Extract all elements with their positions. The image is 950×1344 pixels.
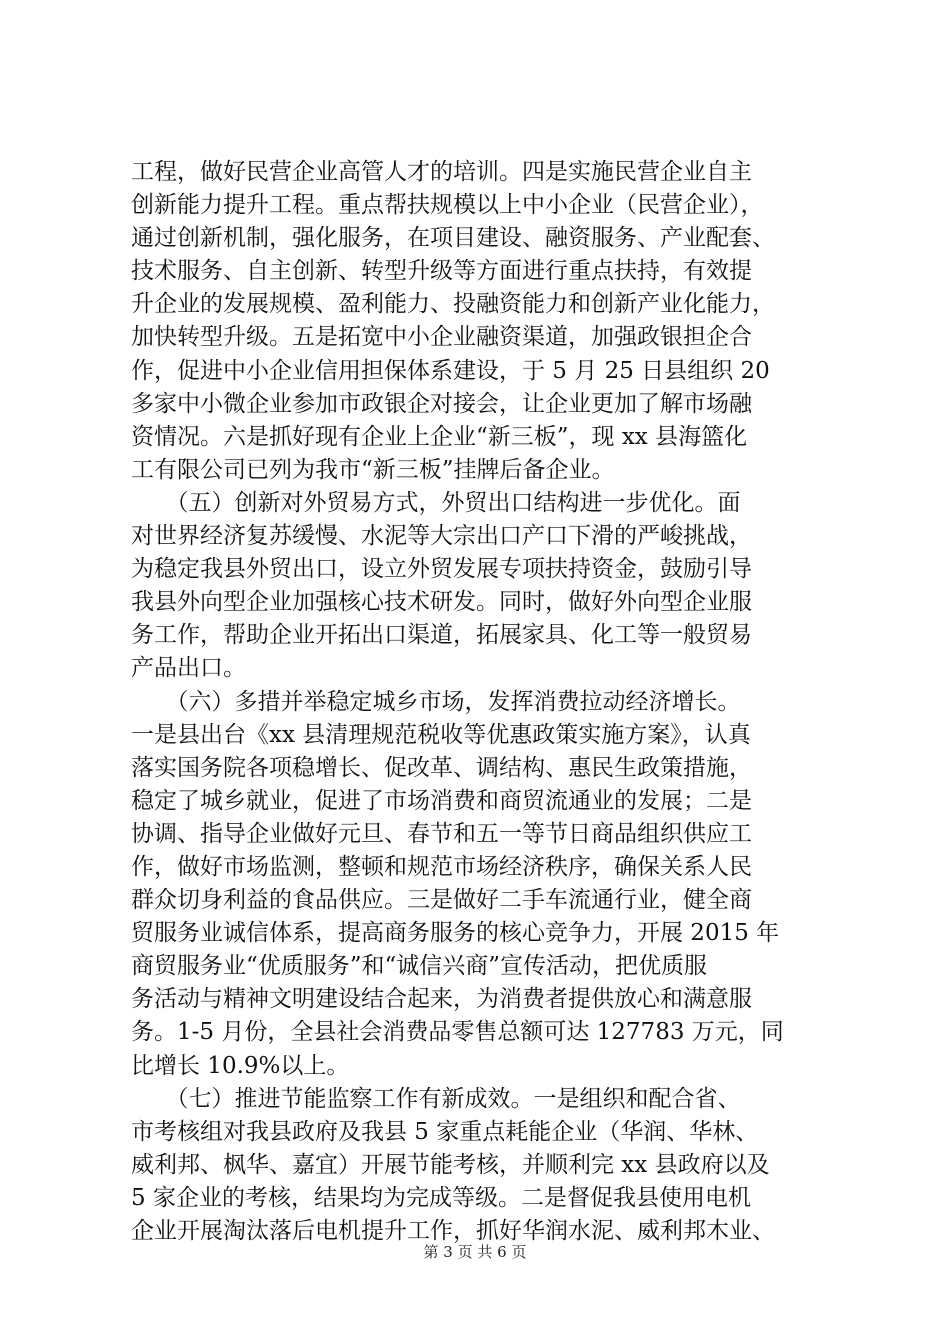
- section-heading-line: （五）创新对外贸易方式，外贸出口结构进一步优化。面: [131, 489, 741, 516]
- text-line: 作，促进中小企业信用担保体系建设，于 5 月 25 日县组织 20: [131, 357, 770, 384]
- text-line: 务。1-5 月份，全县社会消费品零售总额可达 127783 万元，同: [131, 1019, 784, 1046]
- text-line: 作，做好市场监测，整顿和规范市场经济秩序，确保关系人民: [131, 853, 752, 880]
- text-line: 威利邦、枫华、嘉宜）开展节能考核，并顺利完 xx 县政府以及: [131, 1151, 770, 1178]
- text-line: 比增长 10.9%以上。: [131, 1052, 350, 1079]
- document-body: [131, 156, 847, 1248]
- section-heading-line: （七）推进节能监察工作有新成效。一是组织和配合省、: [131, 1085, 741, 1112]
- text-line: 务工作，帮助企业开拓出口渠道，拓展家具、化工等一般贸易: [131, 622, 752, 649]
- text-line: 我县外向型企业加强核心技术研发。同时，做好外向型企业服: [131, 589, 752, 616]
- page-number-footer: 第 3 页 共 6 页: [423, 1243, 527, 1261]
- text-line: 为稳定我县外贸出口，设立外贸发展专项扶持资金，鼓励引导: [131, 556, 752, 583]
- text-line: 稳定了城乡就业，促进了市场消费和商贸流通业的发展；二是: [131, 787, 752, 814]
- section-heading-line: （六）多措并举稳定城乡市场，发挥消费拉动经济增长。: [131, 688, 741, 715]
- text-line: 商贸服务业“优质服务”和“诚信兴商”宣传活动，把优质服: [131, 953, 708, 980]
- text-line: 技术服务、自主创新、转型升级等方面进行重点扶持，有效提: [131, 258, 752, 285]
- text-line: 创新能力提升工程。重点帮扶规模以上中小企业（民营企业），: [131, 192, 764, 219]
- text-line: 资情况。六是抓好现有企业上企业“新三板”，现 xx 县海篮化: [131, 423, 748, 450]
- text-line: 群众切身利益的食品供应。三是做好二手车流通行业，健全商: [131, 887, 752, 914]
- text-line: 市考核组对我县政府及我县 5 家重点耗能企业（华润、华林、: [131, 1118, 759, 1145]
- text-line: 工有限公司已列为我市“新三板”挂牌后备企业。: [131, 456, 615, 483]
- text-line: 一是县出台《xx 县清理规范税收等优惠政策实施方案》，认真: [131, 721, 751, 748]
- text-line: 落实国务院各项稳增长、促改革、调结构、惠民生政策措施，: [131, 754, 752, 781]
- text-line: 贸服务业诚信体系，提高商务服务的核心竞争力，开展 2015 年: [131, 920, 780, 947]
- text-line: 协调、指导企业做好元旦、春节和五一等节日商品组织供应工: [131, 820, 752, 847]
- text-line: 工程，做好民营企业高管人才的培训。四是实施民营企业自主: [131, 159, 752, 185]
- text-line: 对世界经济复苏缓慢、水泥等大宗出口产口下滑的严峻挑战，: [131, 523, 752, 550]
- text-line: 多家中小微企业参加市政银企对接会，让企业更加了解市场融: [131, 390, 752, 417]
- text-line: 务活动与精神文明建设结合起来，为消费者提供放心和满意服: [131, 986, 752, 1013]
- text-line: 通过创新机制，强化服务，在项目建设、融资服务、产业配套、: [131, 225, 775, 252]
- text-line: 产品出口。: [131, 655, 246, 682]
- text-line: 5 家企业的考核，结果均为完成等级。二是督促我县使用电机: [131, 1184, 751, 1211]
- text-line: 加快转型升级。五是拓宽中小企业融资渠道，加强政银担企合: [131, 324, 752, 351]
- text-line: 升企业的发展规模、盈利能力、投融资能力和创新产业化能力，: [131, 291, 775, 318]
- text-line: 企业开展淘汰落后电机提升工作，抓好华润水泥、威利邦木业、: [131, 1218, 775, 1244]
